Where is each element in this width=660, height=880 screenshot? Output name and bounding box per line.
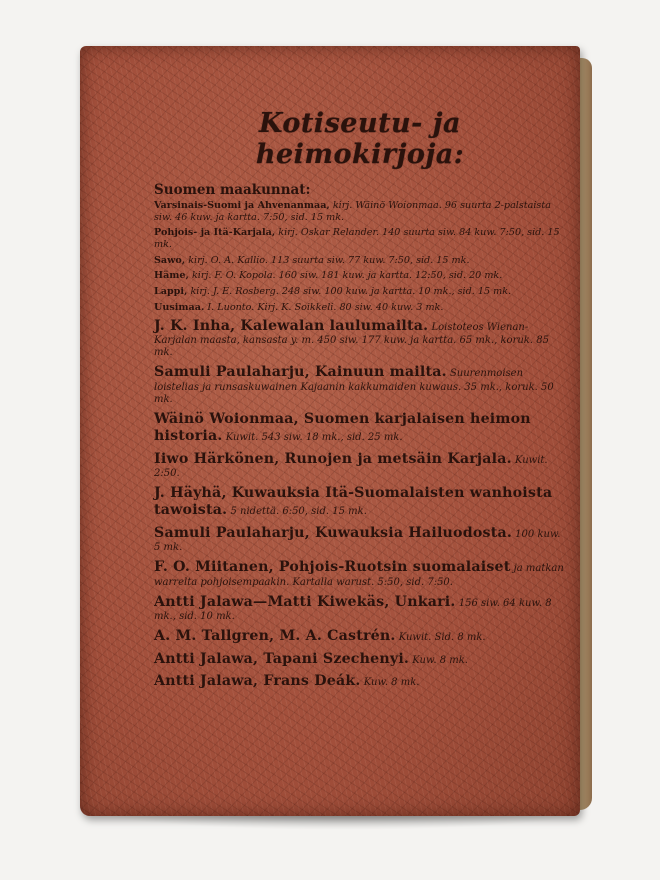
book-entry-title: Wäinö Woionmaa, Suomen karjalaisen heimon historia. — [154, 410, 531, 445]
book-entry-title: A. M. Tallgren, M. A. Castrén. — [154, 628, 396, 645]
book-entry-detail: kirj. Oskar Relander. 140 suurta siw. 84 kuw. 7:50, sid. 15 mk. — [154, 227, 560, 251]
section-heading: Suomen maakunnat: — [154, 182, 311, 199]
book-entry-detail: ja matkan warrelta pohjoisempaakin. Kartalla warust. 5:50, sid. 7:50. — [154, 563, 564, 588]
book-entry-title: Lappi, — [154, 286, 188, 298]
book-entry — [154, 485, 566, 520]
book-entry — [154, 227, 566, 250]
book-entry-title: Varsinais-Suomi ja Ahvenanmaa, — [154, 199, 330, 211]
book-entry-title: Sawo, — [154, 254, 186, 266]
book-entry — [154, 286, 566, 298]
book-entry-title: Samuli Paulaharju, Kainuun mailta. — [154, 364, 447, 381]
book-entry-detail: I. Luonto. Kirj. K. Soikkeli. 80 siw. 40 kuw. 3 mk. — [207, 301, 444, 313]
book-entry-detail: Kuwit. 2:50. — [154, 454, 548, 479]
book-entry-title: Iiwo Härkönen, Runojen ja metsäin Karjala. — [154, 450, 512, 467]
book-entry — [154, 594, 566, 624]
book-entry-detail: Kuw. 8 mk. — [412, 654, 468, 666]
book-entry-title: Pohjois- ja Itä-Karjala, — [154, 227, 276, 239]
book-entry-detail: kirj. O. A. Kallio. 113 suurta siw. 77 kuw. 7:50, sid. 15 mk. — [188, 254, 470, 266]
book-entry-detail: Kuwit. 543 siw. 18 mk., sid. 25 mk. — [225, 432, 403, 444]
book-list — [154, 200, 566, 690]
book-entry-detail: 5 nidettä. 6:50, sid. 15 mk. — [230, 506, 367, 518]
book-entry — [154, 270, 566, 282]
book-entry-title: Antti Jalawa—Matti Kiwekäs, Unkari. — [154, 593, 456, 610]
cover-text — [154, 108, 566, 695]
book-entry-title: Antti Jalawa, Tapani Szechenyi. — [154, 650, 410, 667]
book-entry — [154, 628, 566, 645]
book-entry-detail: Suurenmoisen loistelias ja runsaskuwainen Kajaanin kakkumaiden kuwaus. 35 mk., koruk. 50 mk. — [154, 368, 554, 405]
book-entry-detail: 100 kuw. 5 mk. — [154, 528, 561, 554]
book-entry — [154, 673, 566, 690]
book-entry — [154, 318, 566, 360]
book-entry-title: J. Häyhä, Kuwauksia Itä-Suomalaisten wanhoista tawoista. — [154, 485, 553, 519]
book-back-cover — [80, 46, 580, 816]
book-entry — [154, 364, 566, 406]
book-entry-detail: kirj. F. O. Kopola. 160 siw. 181 kuw. ja kartta. 12:50, sid. 20 mk. — [191, 270, 503, 282]
cover-title: Kotiseutu- ja heimokirjoja: — [255, 108, 465, 171]
book-entry — [154, 411, 566, 446]
book-entry — [154, 255, 566, 267]
book-entry — [154, 200, 566, 223]
book-entry — [154, 302, 566, 314]
book-entry-detail: Loistoteos Wienan-Karjalan maasta, kansasta y. m. 450 siw. 177 kuw. ja kartta. 65 mk., koruk. 85 mk. — [154, 321, 549, 359]
book-entry — [154, 559, 566, 589]
book-entry-title: Antti Jalawa, Frans Deák. — [154, 672, 361, 689]
book-entry-title: Uusimaa. — [154, 301, 205, 313]
book-entry-title: Häme, — [154, 270, 189, 282]
book-entry-title: J. K. Inha, Kalewalan laulumailta. — [154, 317, 429, 334]
book-entry-detail: kirj. Wäinö Woionmaa. 96 suurta 2-palstaista siw. 46 kuw. ja kartta. 7:50, sid. 15 mk. — [154, 199, 551, 223]
book-entry — [154, 651, 566, 668]
book-entry-detail: Kuw. 8 mk. — [363, 676, 420, 688]
book-entry-detail: Kuwit. Sid. 8 mk. — [398, 632, 486, 644]
book-entry — [154, 525, 566, 555]
book-entry-detail: kirj. J. E. Rosberg. 248 siw. 100 kuw. ja kartta. 10 mk., sid. 15 mk. — [190, 286, 512, 298]
book-entry-title: Samuli Paulaharju, Kuwauksia Hailuodosta. — [154, 524, 512, 541]
book-entry-title: F. O. Miitanen, Pohjois-Ruotsin suomalaiset — [154, 559, 511, 576]
book-entry-detail: 156 siw. 64 kuw. 8 mk., sid. 10 mk. — [154, 597, 552, 623]
book-entry — [154, 451, 566, 481]
